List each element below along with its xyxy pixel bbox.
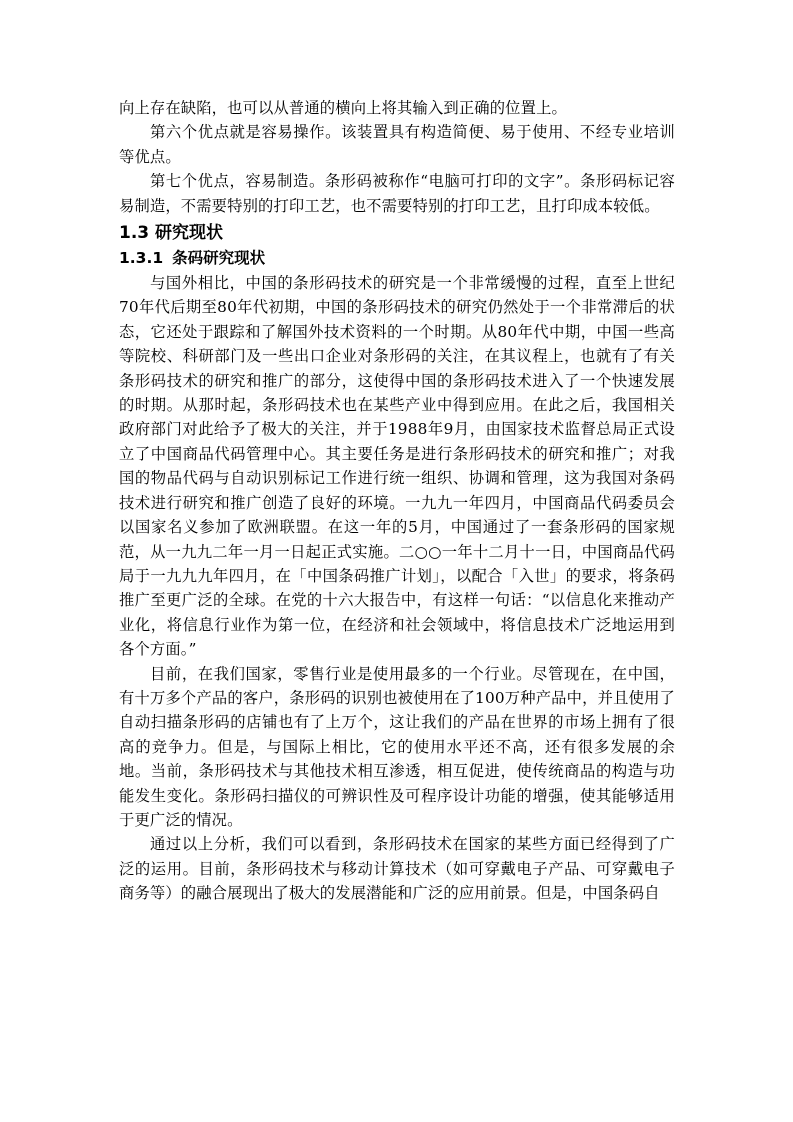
subsection-heading [119,246,675,271]
paragraph: 与国外相比，中国的条形码技术的研究是一个非常缓慢的过程，直至上世纪70年代后期至80年代初期，中国的条形码技术的研究仍然处于一个非常滞后的状态，它还处于跟踪和了解国外技术资料的一个时期。从80年代中期，中国一些高等院校、科研部门及一些出口企业对条形码的关注，在其议程上，也就有了有关条形码技术的研究和推广的部分，这使得中国的条形码技术进入了一个快速发展的时期。从那时起，条形码技术也在某些产业中得到应用。在此之后，我国相关政府部门对此给予了极大的关注，并于1988年9月，由国家技术监督总局正式设立了中国商品代码管理中心。其主要任务是进行条形码技术的研究和推广；对我国的物品代码与自动识别标记工作进行统一组织、协调和管理，这为我国对条码技术进行研究和推广创造了良好的环境。一九九一年四月，中国商品代码委员会以国家名义参加了欧洲联盟。在这一年的5月，中国通过了一套条形码的国家规范，从一九九二年一月一日起正式实施。二○○一年十二月十一日，中国商品代码局于一九九九年四月，在「中国条码推广计划」，以配合「入世」的要求，将条码推广至更广泛的全球。在党的十六大报告中，有这样一句话：“以信息化来推动产业化，将信息行业作为第一位，在经济和社会领域中，将信息技术广泛地运用到各个方面。” [119,274,675,659]
paragraph: 第六个优点就是容易操作。该装置具有构造简便、易于使用、不经专业培训等优点。 [119,123,675,166]
subsection-number: 1.3.1 [119,249,164,268]
paragraph: 第七个优点，容易制造。条形码被称作“电脑可打印的文字”。条形码标记容易制造，不需要特别的打印工艺，也不需要特别的打印工艺，且打印成本较低。 [119,172,675,215]
section-heading [119,221,675,246]
section-number: 1.3 [119,223,150,244]
document-page [119,96,675,906]
section-title: 研究现状 [155,223,224,244]
paragraph: 目前，在我们国家，零售行业是使用最多的一个行业。尽管现在，在中国，有十万多个产品的客户，条形码的识别也被使用在了100万种产品中，并且使用了自动扫描条形码的店铺也有了上万个，这让我们的产品在世界的市场上拥有了很高的竞争力。但是，与国际上相比，它的使用水平还不高，还有很多发展的余地。当前，条形码技术与其他技术相互渗透，相互促进，使传统商品的构造与功能发生变化。条形码扫描仪的可辨识性及可程序设计功能的增强，使其能够适用于更广泛的情况。 [119,664,675,829]
paragraph: 通过以上分析，我们可以看到，条形码技术在国家的某些方面已经得到了广泛的运用。目前，条形码技术与移动计算技术（如可穿戴电子产品、可穿戴电子商务等）的融合展现出了极大的发展潜能和广泛的应用前景。但是，中国条码自 [119,835,675,903]
subsection-title: 条码研究现状 [172,249,266,268]
paragraph: 向上存在缺陷，也可以从普通的横向上将其输入到正确的位置上。 [119,99,567,117]
